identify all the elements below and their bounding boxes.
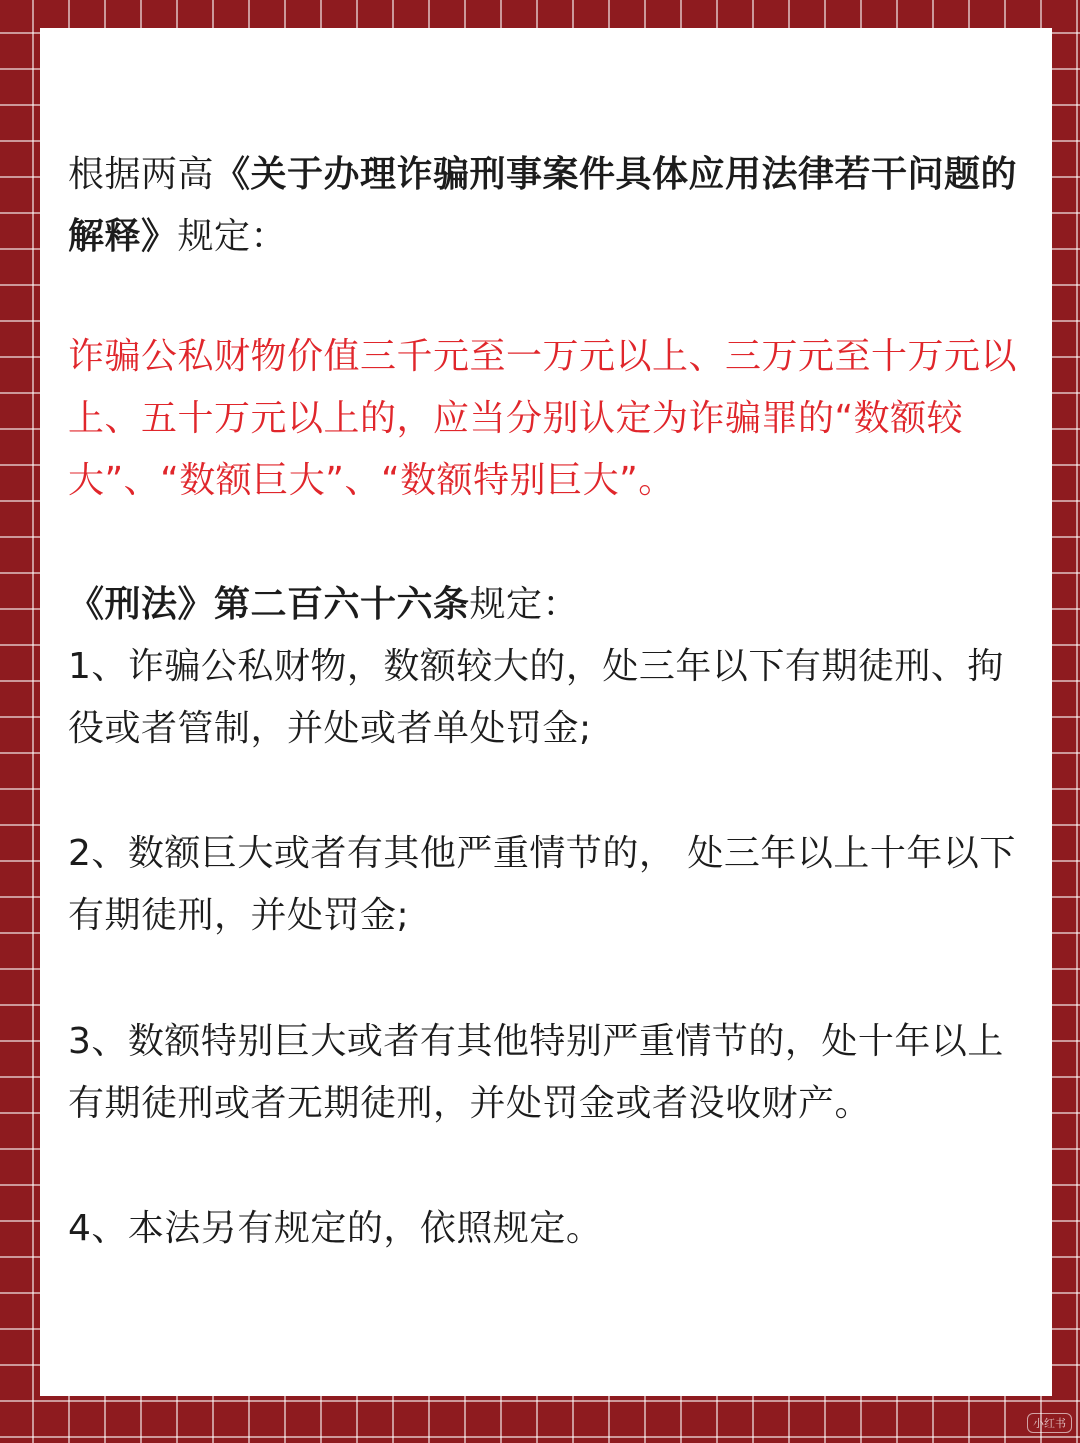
article-suffix: 规定： [469,584,580,625]
article-heading [68,574,1028,636]
article-item-1: 1、诈骗公私财物，数额较大的，处三年以下有期徒刑、拘役或者管制，并处或者单处罚金; [68,646,1004,749]
watermark-logo: 小红书 [1027,1413,1072,1433]
article-item-2: 2、数额巨大或者有其他严重情节的， 处三年以上十年以下有期徒刑，并处罚金; [68,833,1016,936]
intro-paragraph [68,144,1028,268]
intro-law-title: 《关于办理诈骗刑事案件具体应用法律若干问题的解释》 [68,154,1018,257]
content-card [40,28,1052,1396]
intro-suffix: 规定： [177,216,288,257]
article-item-4: 4、本法另有规定的，依照规定。 [68,1208,603,1249]
article-item-3: 3、数额特别巨大或者有其他特别严重情节的，处十年以上有期徒刑或者无期徒刑，并处罚金或者没收财产。 [68,1021,1004,1124]
highlight-paragraph: 诈骗公私财物价值三千元至一万元以上、三万元至十万元以上、五十万元以上的，应当分别认定为诈骗罪的“数额较大”、“数额巨大”、“数额特别巨大”。 [68,336,1018,501]
intro-prefix: 根据两高 [68,154,215,195]
article-title: 《刑法》第二百六十六条 [68,584,470,625]
